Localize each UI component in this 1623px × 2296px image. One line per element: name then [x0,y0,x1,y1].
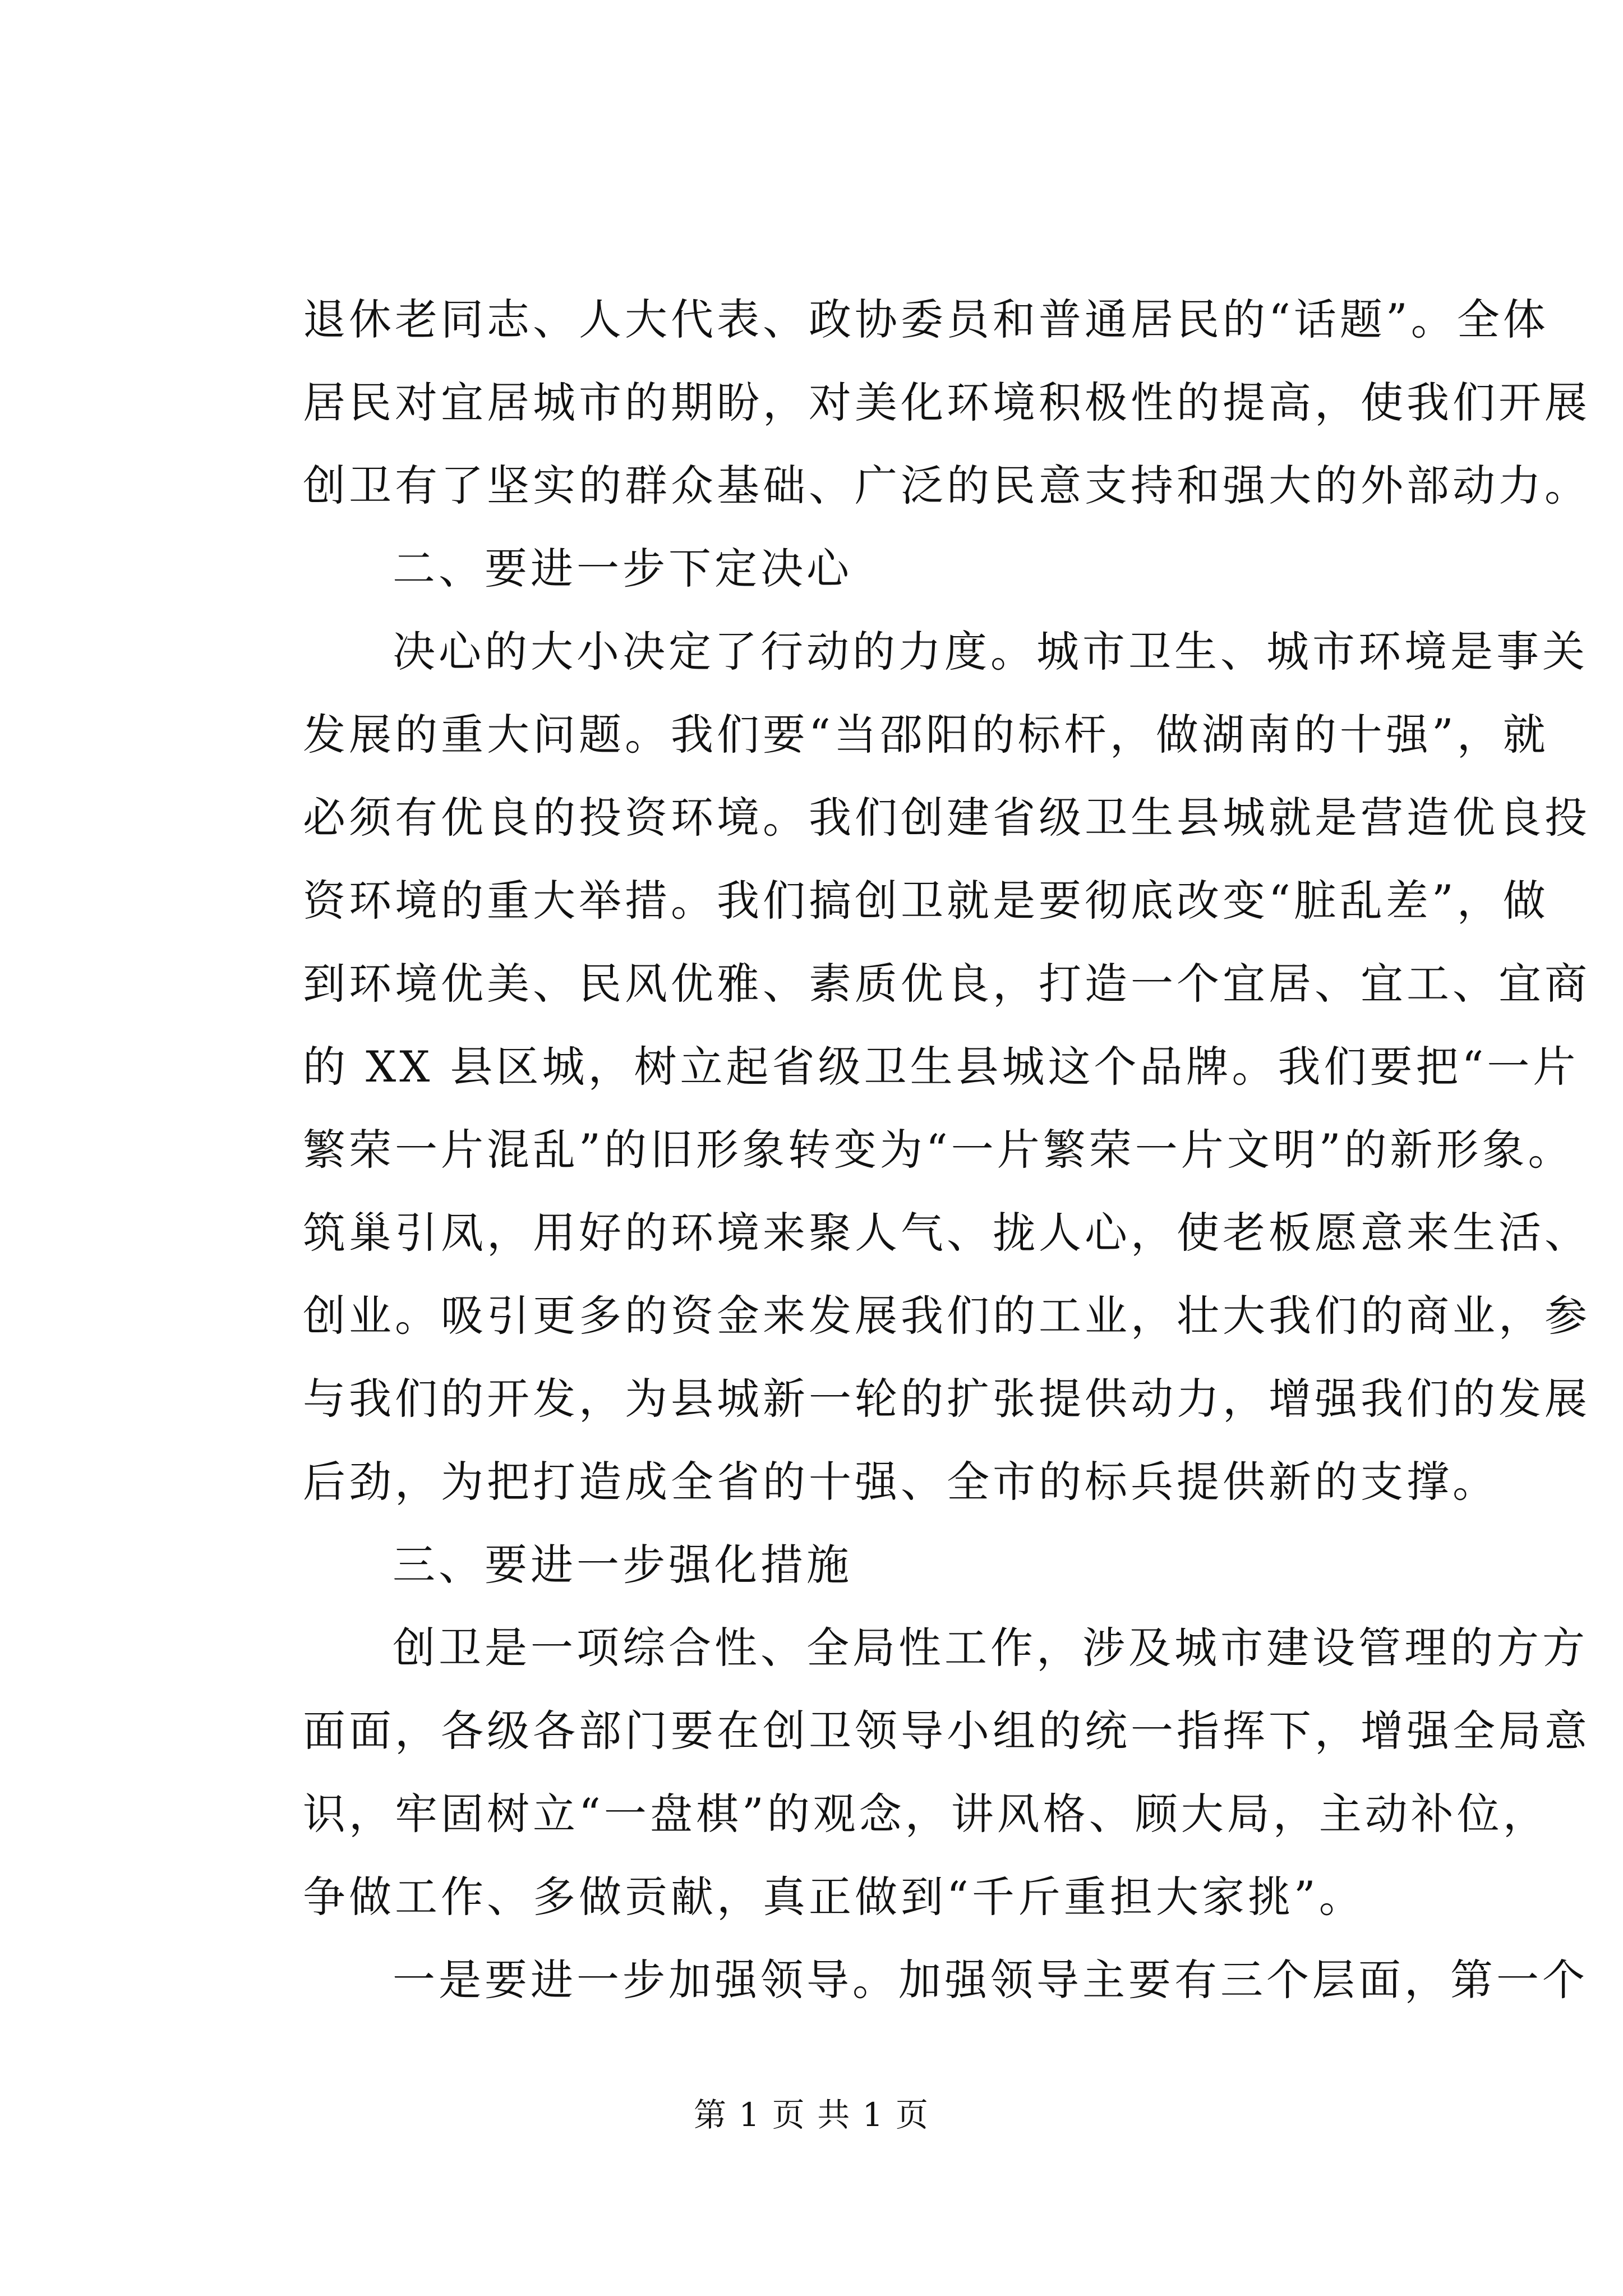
text-line: 面面，各级各部门要在创卫领导小组的统一指挥下，增强全局意 [303,1706,1590,1756]
section-heading: 三、要进一步强化措施 [393,1540,852,1590]
text-line: 识，牢固树立“一盘棋”的观念，讲风格、顾大局，主动补位， [303,1789,1549,1839]
text-line: 一是要进一步加强领导。加强领导主要有三个层面，第一个 [393,1955,1588,2005]
text-line: 创业。吸引更多的资金来发展我们的工业，壮大我们的商业，参 [303,1291,1590,1341]
text-line: 到环境优美、民风优雅、素质优良，打造一个宜居、宜工、宜商 [303,959,1590,1009]
text-line: 繁荣一片混乱”的旧形象转变为“一片繁荣一片文明”的新形象。 [303,1125,1574,1175]
text-line: 争做工作、多做贡献，真正做到“千斤重担大家挑”。 [303,1872,1365,1922]
text-line: 必须有优良的投资环境。我们创建省级卫生县城就是营造优良投 [303,793,1590,843]
page-footer: 第 1 页 共 1 页 [694,2096,929,2134]
text-line: 创卫是一项综合性、全局性工作，涉及城市建设管理的方方 [393,1623,1588,1673]
text-line: 创卫有了坚实的群众基础、广泛的民意支持和强大的外部动力。 [303,461,1590,510]
text-line: 退休老同志、人大代表、政协委员和普通居民的“话题”。全体 [303,295,1549,344]
text-line: 资环境的重大举措。我们搞创卫就是要彻底改变“脏乱差”，做 [303,876,1549,926]
text-line: 后劲，为把打造成全省的十强、全市的标兵提供新的支撑。 [303,1457,1498,1507]
text-line: 与我们的开发，为县城新一轮的扩张提供动力，增强我们的发展 [303,1374,1590,1424]
section-heading: 二、要进一步下定决心 [393,544,852,593]
text-line: 决心的大小决定了行动的力度。城市卫生、城市环境是事关 [393,627,1588,677]
text-line: 居民对宜居城市的期盼，对美化环境积极性的提高，使我们开展 [303,378,1590,427]
text-line: 筑巢引凤，用好的环境来聚人气、拢人心，使老板愿意来生活、 [303,1208,1590,1258]
text-line: 发展的重大问题。我们要“当邵阳的标杆，做湖南的十强”，就 [303,710,1549,760]
text-line: 的 XX 县区城，树立起省级卫生县城这个品牌。我们要把“一片 [303,1042,1579,1092]
